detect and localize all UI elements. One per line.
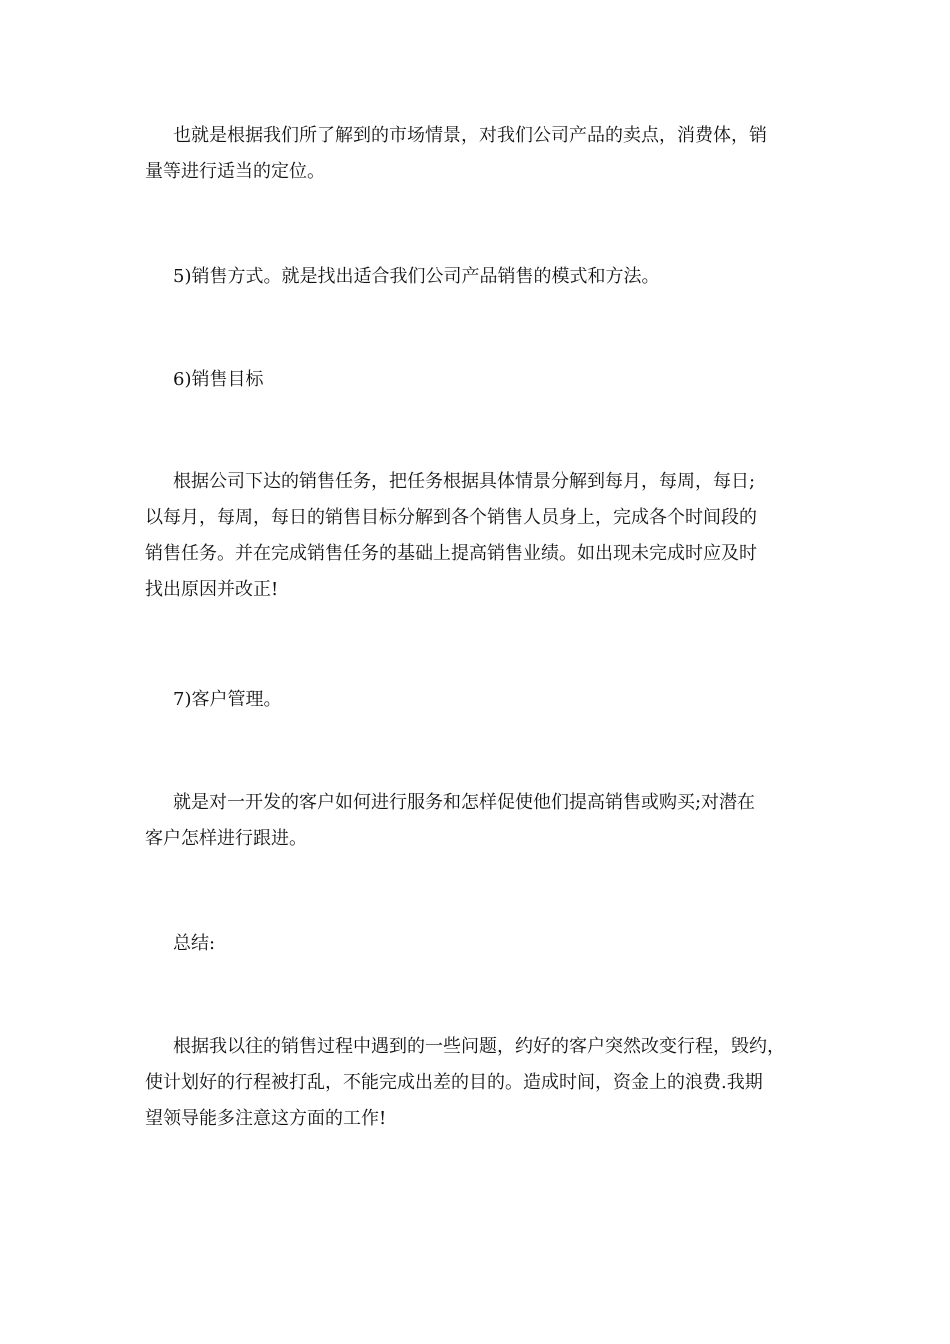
text-line: 5)销售方式。就是找出适合我们公司产品销售的模式和方法。 — [173, 266, 660, 287]
paragraph-summary — [145, 1029, 815, 1137]
heading-sales-target — [145, 362, 815, 398]
paragraph-customer-management — [145, 785, 815, 857]
text-line: 7)客户管理。 — [173, 689, 282, 710]
paragraph-market-positioning — [145, 118, 815, 190]
text-line: 使计划好的行程被打乱，不能完成出差的目的。造成时间，资金上的浪费.我期 — [145, 1072, 763, 1093]
text-line: 也就是根据我们所了解到的市场情景，对我们公司产品的卖点，消费体，销 — [173, 125, 767, 146]
text-line: 根据我以往的销售过程中遇到的一些问题，约好的客户突然改变行程，毁约， — [173, 1036, 785, 1057]
text-line: 销售任务。并在完成销售任务的基础上提高销售业绩。如出现未完成时应及时 — [145, 543, 757, 564]
text-line: 以每月，每周，每日的销售目标分解到各个销售人员身上，完成各个时间段的 — [145, 507, 757, 528]
text-line: 6)销售目标 — [173, 369, 264, 390]
paragraph-sales-target — [145, 464, 815, 608]
heading-customer-management — [145, 682, 815, 718]
text-line: 根据公司下达的销售任务，把任务根据具体情景分解到每月，每周，每日; — [173, 471, 756, 492]
text-line: 客户怎样进行跟进。 — [145, 828, 307, 849]
text-line: 总结: — [173, 933, 216, 954]
text-line: 就是对一开发的客户如何进行服务和怎样促使他们提高销售或购买;对潜在 — [173, 792, 756, 813]
heading-summary — [145, 926, 815, 962]
text-line: 望领导能多注意这方面的工作! — [145, 1108, 387, 1129]
heading-sales-method — [145, 259, 815, 295]
text-line: 量等进行适当的定位。 — [145, 161, 325, 182]
text-line: 找出原因并改正! — [145, 579, 279, 600]
